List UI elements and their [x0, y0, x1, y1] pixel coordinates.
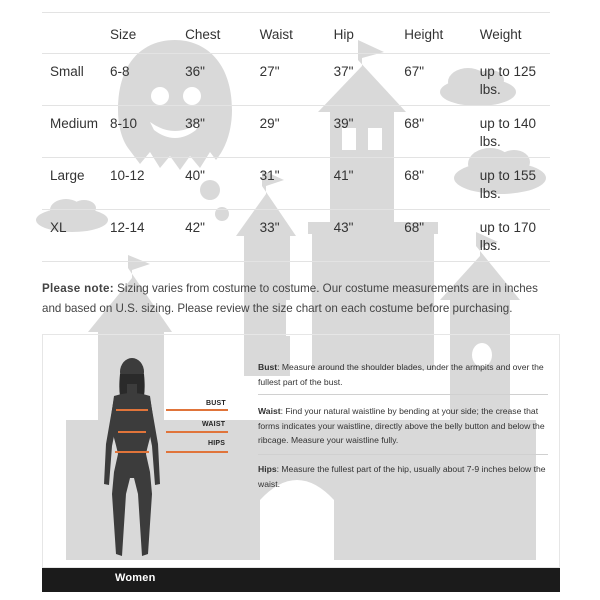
waist-description	[258, 404, 554, 448]
table-cell: Large	[42, 158, 104, 210]
table-cell: Medium	[42, 106, 104, 158]
table-cell: up to 170 lbs.	[474, 210, 550, 262]
table-cell: 27"	[254, 54, 328, 106]
note-label: Please note:	[42, 282, 114, 295]
waist-label: Waist	[258, 406, 281, 416]
women-footer-bar	[42, 568, 560, 592]
table-cell: 41"	[328, 158, 399, 210]
hips-text: : Measure the fullest part of the hip, usually about 7-9 inches below the waist.	[258, 464, 546, 489]
table-row	[42, 210, 550, 262]
table-cell: 68"	[398, 158, 473, 210]
table-cell: 37"	[328, 54, 399, 106]
waist-indicator-line	[166, 431, 228, 433]
hips-indicator-line	[166, 451, 228, 453]
sizing-note	[42, 279, 554, 319]
table-cell: 33"	[254, 210, 328, 262]
table-cell: 12-14	[104, 210, 179, 262]
bust-indicator-line	[166, 409, 228, 411]
bust-tag: BUST	[206, 400, 226, 407]
bust-description	[258, 360, 548, 389]
table-cell: Small	[42, 54, 104, 106]
woman-silhouette-icon	[98, 354, 168, 564]
table-cell: 6-8	[104, 54, 179, 106]
table-cell: 42"	[179, 210, 254, 262]
measurement-guide	[42, 334, 560, 592]
waist-tag: WAIST	[202, 421, 226, 428]
table-cell: 38"	[179, 106, 254, 158]
waist-text: : Find your natural waistline by bending at your side; the crease that forms indicates your waistline, directly above the belly button and below the ribcage. Measure your waistline fully.	[258, 406, 545, 445]
table-cell: 36"	[179, 54, 254, 106]
table-cell: 67"	[398, 54, 473, 106]
table-header-row	[42, 13, 550, 54]
note-text: Sizing varies from costume to costume. Our costume measurements are in inches and based on U.S. sizing. Please review the size chart on each costume before purchasing.	[42, 282, 538, 315]
column-header-hip: Hip	[328, 13, 399, 54]
column-header-size: Size	[104, 13, 179, 54]
table-cell: XL	[42, 210, 104, 262]
table-row	[42, 54, 550, 106]
bust-text: : Measure around the shoulder blades, under the armpits and over the fullest part of the bust.	[258, 362, 544, 387]
table-cell: 31"	[254, 158, 328, 210]
column-header-height: Height	[398, 13, 473, 54]
table-row	[42, 106, 550, 158]
women-label: Women	[115, 572, 156, 584]
column-header-waist: Waist	[254, 13, 328, 54]
table-cell: 29"	[254, 106, 328, 158]
table-cell: 10-12	[104, 158, 179, 210]
table-cell: 68"	[398, 210, 473, 262]
hips-tag: HIPS	[208, 440, 226, 447]
table-cell: 68"	[398, 106, 473, 158]
hips-label: Hips	[258, 464, 277, 474]
bust-label: Bust	[258, 362, 278, 372]
divider	[258, 454, 548, 455]
column-header-chest: Chest	[179, 13, 254, 54]
hips-description	[258, 462, 550, 491]
table-cell: 8-10	[104, 106, 179, 158]
column-header	[42, 13, 104, 54]
table-cell: up to 125 lbs.	[474, 54, 550, 106]
table-cell: 40"	[179, 158, 254, 210]
table-row	[42, 158, 550, 210]
table-cell: up to 140 lbs.	[474, 106, 550, 158]
column-header-weight: Weight	[474, 13, 550, 54]
table-cell: 43"	[328, 210, 399, 262]
table-cell: up to 155 lbs.	[474, 158, 550, 210]
table-cell: 39"	[328, 106, 399, 158]
size-chart-table	[42, 12, 550, 262]
divider	[258, 394, 548, 395]
